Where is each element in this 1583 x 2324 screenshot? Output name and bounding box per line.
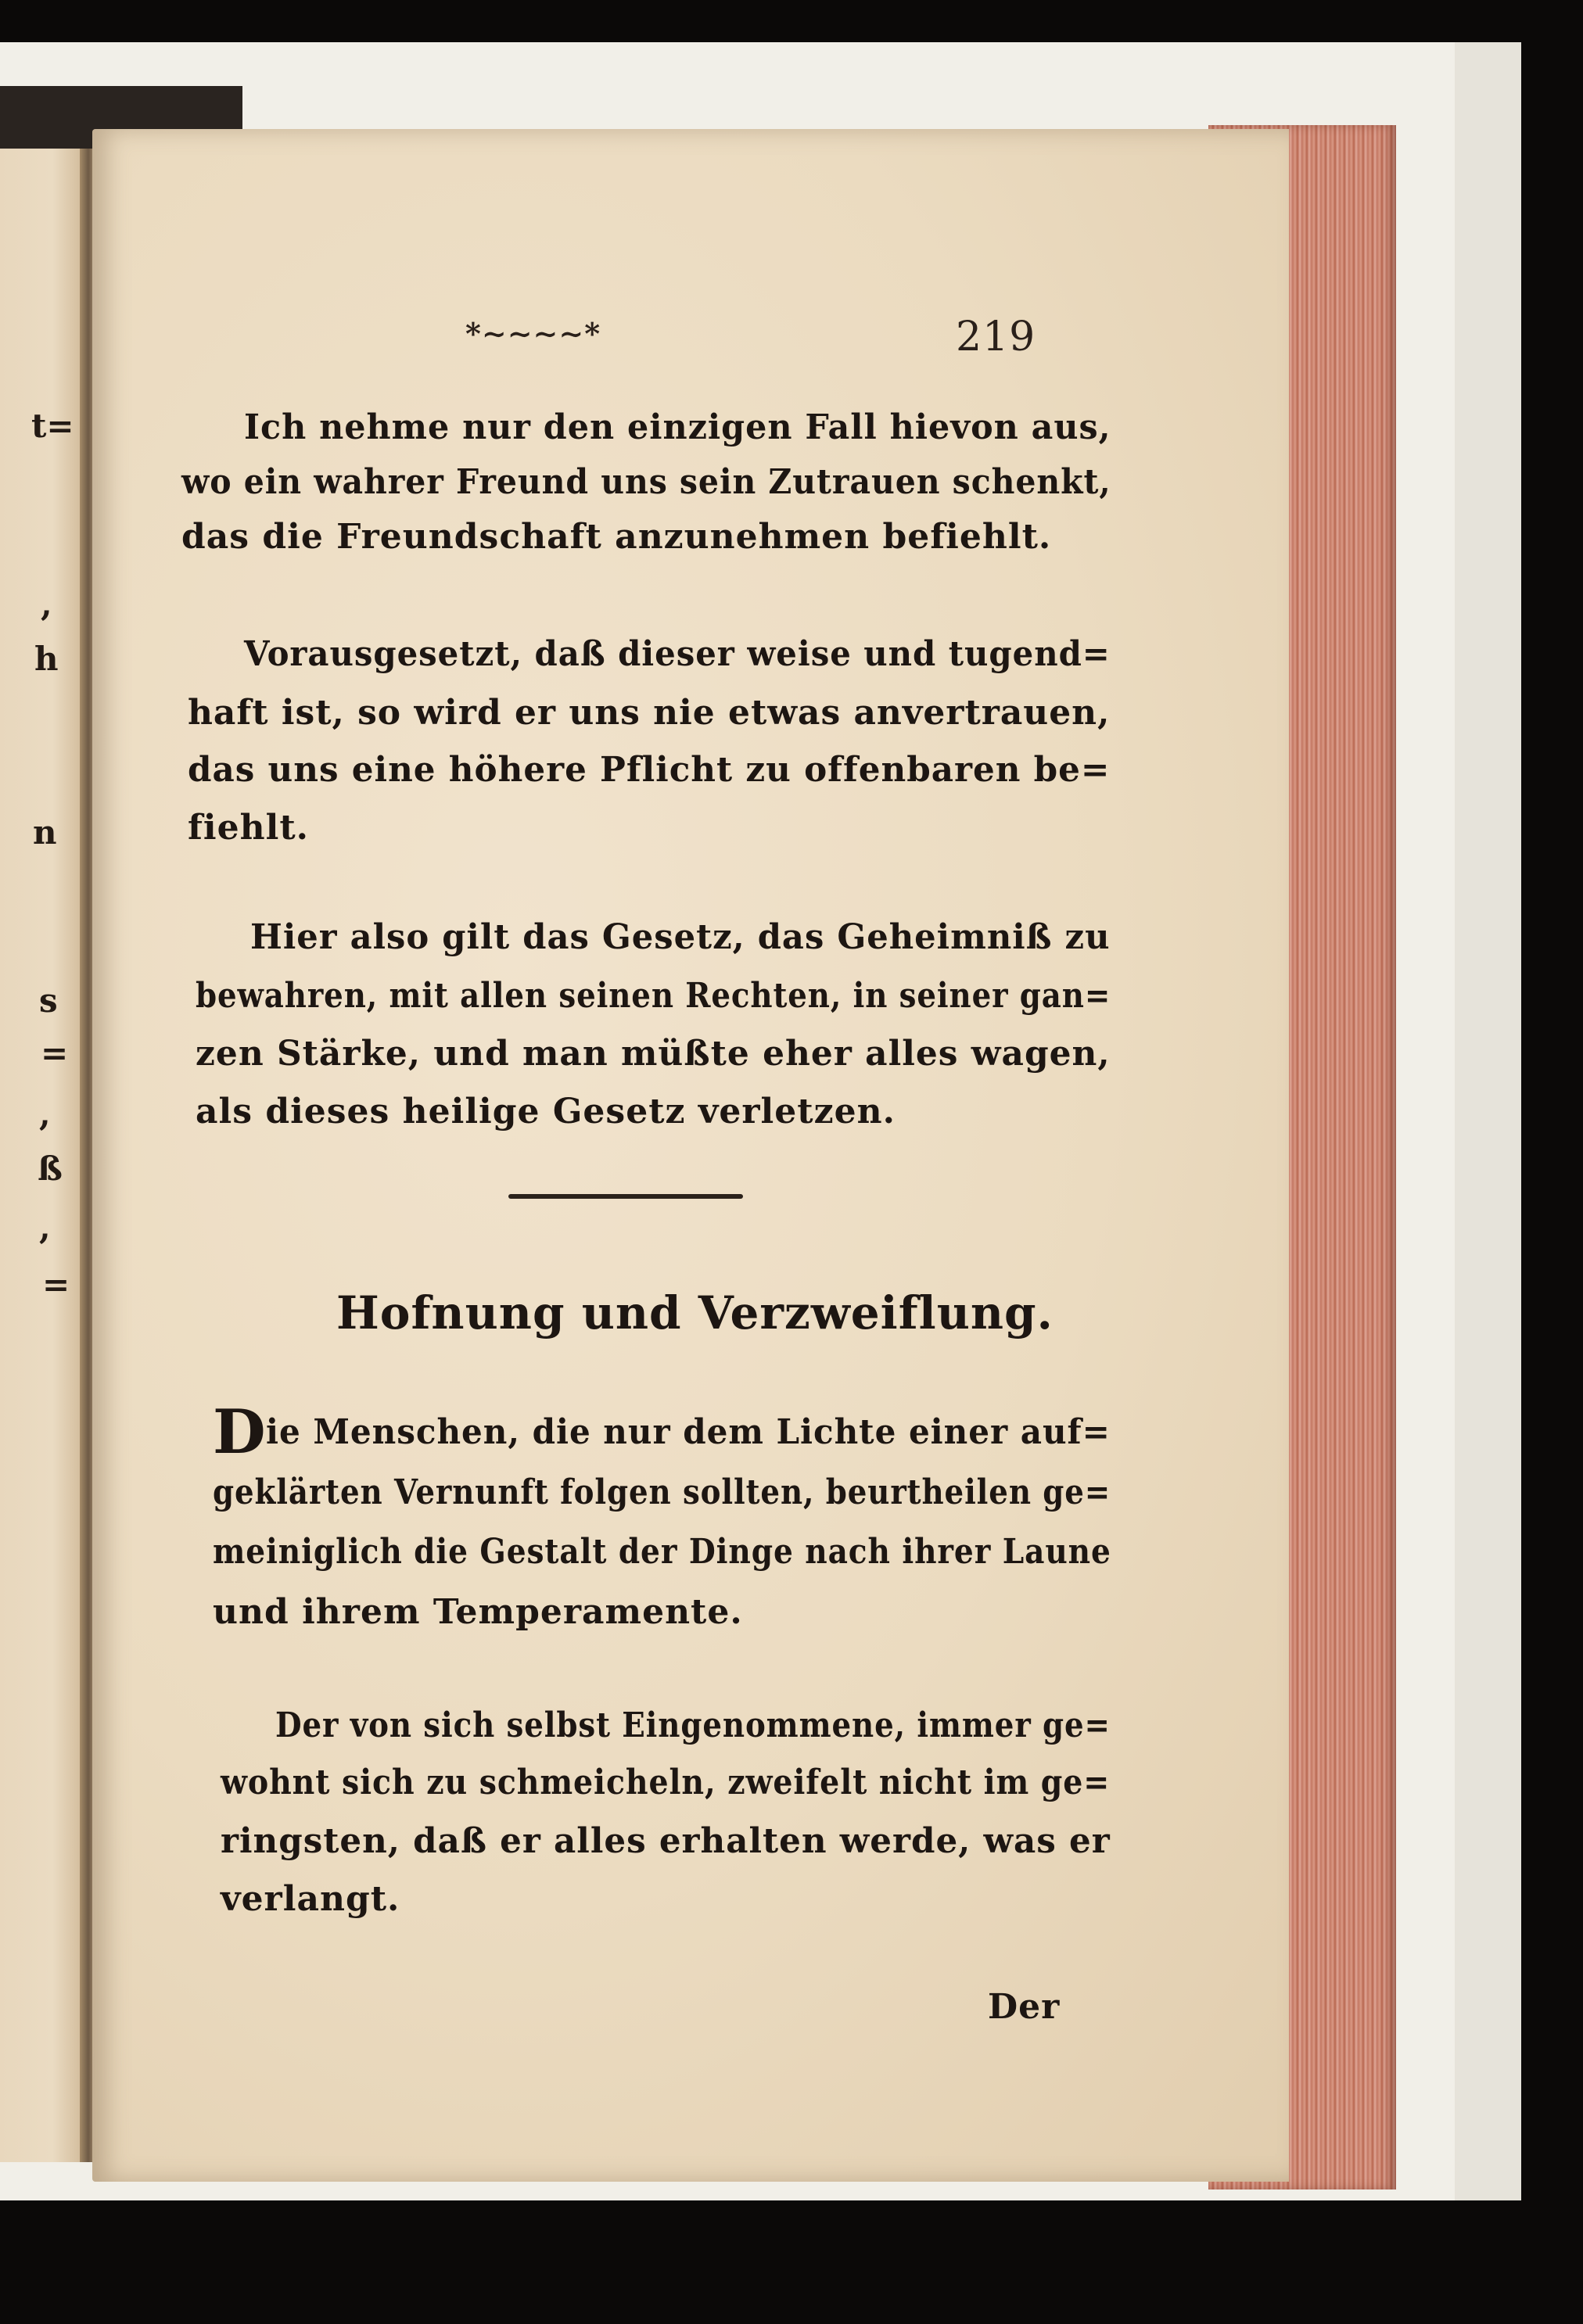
text-line: und ihrem Temperamente. bbox=[213, 1592, 743, 1632]
left-fragment: t= bbox=[31, 407, 74, 445]
text-line: haft ist, so wird er uns nie etwas anvertrauen, bbox=[188, 693, 1111, 733]
left-fragment: = bbox=[42, 1265, 70, 1304]
text-line: geklärten Vernunft folgen sollten, beurtheilen ge= bbox=[213, 1472, 1111, 1512]
left-fragment: s bbox=[39, 981, 58, 1020]
text-line: Ich nehme nur den einzigen Fall hievon aus, bbox=[244, 407, 1111, 447]
left-fragment: n bbox=[33, 813, 57, 852]
text-line: Der von sich selbst Eingenommene, immer ge= bbox=[275, 1705, 1111, 1745]
text-line: Hier also gilt das Gesetz, das Geheimniß zu bbox=[250, 917, 1111, 957]
text-line: bewahren, mit allen seinen Rechten, in seiner gan= bbox=[196, 976, 1111, 1016]
text-line: das uns eine höhere Pflicht zu offenbaren be= bbox=[188, 750, 1111, 790]
text-line: das die Freundschaft anzunehmen befiehlt. bbox=[181, 517, 1052, 557]
left-fragment: , bbox=[39, 1095, 51, 1133]
left-fragment: h bbox=[34, 640, 59, 678]
left-fragment: , bbox=[41, 585, 52, 623]
page-number: 219 bbox=[956, 314, 1036, 360]
running-head-ornament: *∼∼∼∼* bbox=[465, 316, 601, 351]
text-line: ie Menschen, die nur dem Lichte einer auf= bbox=[266, 1412, 1111, 1452]
left-fragment: , bbox=[39, 1208, 51, 1246]
left-fragment: ß bbox=[38, 1149, 63, 1188]
section-divider bbox=[508, 1194, 743, 1199]
backing-paper-edge bbox=[1455, 42, 1521, 2200]
text-line: als dieses heilige Gesetz verletzen. bbox=[196, 1092, 896, 1132]
catchword: Der bbox=[988, 1987, 1061, 2027]
section-heading: Hofnung und Verzweiflung. bbox=[336, 1286, 1054, 1340]
text-line: Vorausgesetzt, daß dieser weise und tugend= bbox=[244, 634, 1111, 674]
text-line: ringsten, daß er alles erhalten werde, was er bbox=[221, 1821, 1111, 1861]
text-line: wo ein wahrer Freund uns sein Zutrauen schenkt, bbox=[181, 462, 1111, 502]
text-line: verlangt. bbox=[221, 1879, 400, 1919]
text-line: meiniglich die Gestalt der Dinge nach ihrer Laune bbox=[213, 1532, 1111, 1572]
drop-cap: D bbox=[213, 1397, 267, 1468]
text-line: wohnt sich zu schmeicheln, zweifelt nicht im ge= bbox=[221, 1763, 1111, 1802]
text-line: zen Stärke, und man müßte eher alles wagen, bbox=[196, 1034, 1111, 1074]
text-line: fiehlt. bbox=[188, 808, 309, 848]
left-fragment: = bbox=[41, 1034, 69, 1072]
